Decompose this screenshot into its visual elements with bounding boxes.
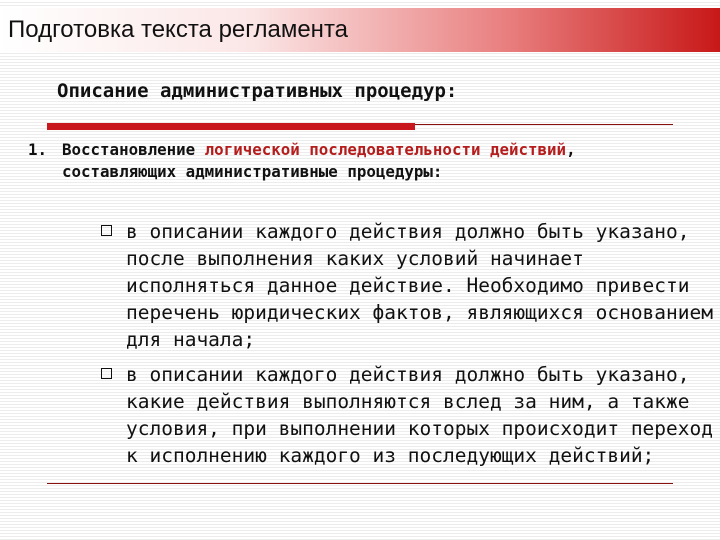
divider-thin [415,124,673,125]
point-highlight: логической последовательности действий [204,140,567,159]
square-bullet-icon [101,368,112,379]
square-bullet-icon [101,225,112,236]
bullet-item [101,361,716,469]
slide-subtitle: Описание административных процедур: [57,80,458,102]
bullet-item [101,218,716,353]
divider-bottom [47,483,673,484]
point-text-end: , составляющих административные процедуры: [62,140,576,181]
numbered-point [28,139,668,183]
point-number: 1. [28,140,48,159]
slide-title: Подготовка текста регламента [8,16,349,43]
divider-accent [47,123,415,130]
bullet-text: в описании каждого действия должно быть указано, какие действия выполняются вслед за ним, а также условия, при выполнении которых происходит переход к исполнению каждого из последующих действий; [126,363,713,467]
point-text-start: Восстановление [62,140,205,159]
point-text [62,139,668,183]
bullet-text: в описании каждого действия должно быть указано, после выполнения каких условий начинает исполняться данное действие. Необходимо привести перечень юридических фактов, являющихся основанием для начала; [126,220,713,351]
